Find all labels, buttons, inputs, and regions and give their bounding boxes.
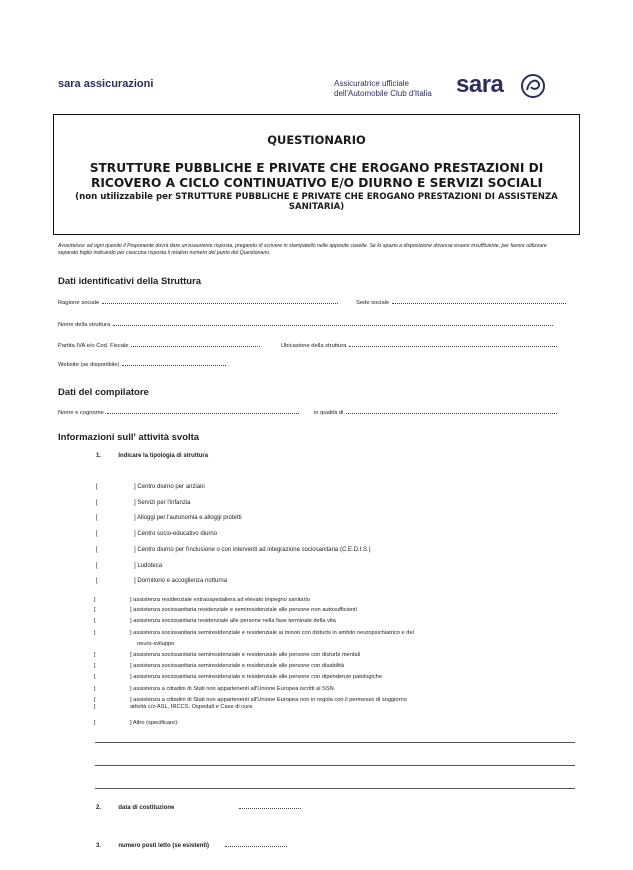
altro-label: Altro (specificare): [132,720,179,726]
option-label: attività c/o ASL, IRCCS, Ospedali e Case di cura [130,704,253,710]
posti-letto-input[interactable] [225,846,287,847]
option-label: assistenza sociosanitaria semiresidenziale e residenziale alle persone con disturbi mentali [133,652,361,658]
nome-cognome-input[interactable] [107,408,299,414]
ragione-sociale-field[interactable] [58,298,338,306]
question-2 [96,805,301,811]
option-label: assistenza sociosanitaria semiresidenziale e residenziale ai minori con disturbi in ambito neuropsichiatrico e del [133,630,414,636]
checkbox-option[interactable]: [ ] assistenza sociosanitaria semiresidenziale e residenziale alle persone con disabilità [94,663,345,669]
nome-cognome-field[interactable] [58,408,299,416]
question-2-number: 2. [96,805,102,811]
sede-sociale-field[interactable] [356,298,566,306]
section-title-struttura: Dati identificativi della Struttura [58,276,202,287]
option-continuation: neuro-sviluppo [137,641,175,647]
option-label: Servizi per l'infanzia [137,500,191,506]
checkbox-option[interactable]: [ attività c/o ASL, IRCCS, Ospedali e Case di cura [94,704,253,710]
option-label: assistenza residenziale extraospedaliera ad elevato impegno sanitario [133,597,310,603]
option-label: assistenza sociosanitaria residenziale e semiresidenziale alle persone non autosufficienti [133,607,357,613]
ragione-sociale-label: Ragione sociale [58,300,100,306]
sara-swirl-icon [519,72,547,100]
data-costituzione-input[interactable] [239,808,301,809]
tagline-line-2: dell'Automobile Club d'Italia [334,89,432,98]
altro-input-line[interactable] [95,788,575,789]
altro-input-line[interactable] [95,765,575,766]
checkbox-option[interactable]: [ ] Servizi per l'infanzia [96,500,191,506]
option-label: Ludoteca [137,563,163,569]
checkbox-option[interactable]: [ ] Ludoteca [96,563,163,569]
option-label: Dormitorio e accoglienza notturna [137,578,228,584]
checkbox-option[interactable]: [ ] assistenza a cittadini di Stati non appartenenti all'Unione Europea non in regola con il permesso di soggiorno [94,697,407,703]
ragione-sociale-input[interactable] [102,298,338,304]
ubicazione-label: Ubicazione della struttura [281,343,347,349]
qualita-label: in qualità di [314,410,344,416]
checkbox-option[interactable]: [ ] assistenza sociosanitaria residenziale alle persone nella fase terminale della vita [94,618,336,624]
option-label: assistenza a cittadini di Stati non appartenenti all'Unione Europea iscritti al SSN [133,686,334,692]
question-1-label: Indicare la tipologia di struttura [118,453,209,459]
nome-cognome-label: Nome e cognome [58,410,104,416]
warning-text: Avvertenza: ad ogni quesito il Proponente dovrà dare un'esauriente risposta, pregando di scrivere in stampatello nelle apposite caselle. Se lo spazio a disposizione dovesse essere insufficiente, per favore utilizzare separato foglio indicando per ciascuna risposta il relativo numero del punto del Questionario. [58,243,547,256]
website-label: Website (se disponibile) [58,362,120,368]
partita-iva-label: Partita IVA e/o Cod. Fiscale [58,343,129,349]
qualita-input[interactable] [346,408,557,414]
ubicazione-input[interactable] [349,341,557,347]
ubicazione-field[interactable] [281,341,557,349]
option-label: Centro diurno per anziani [137,484,205,490]
checkbox-option-altro[interactable]: [ ] Altro (specificare): [94,720,179,726]
sede-sociale-input[interactable] [392,298,566,304]
question-3-label: numero posti letto (se esistenti) [118,843,210,849]
sede-sociale-label: Sede sociale [356,300,390,306]
checkbox-option[interactable]: [ ] Alloggi per l'autonomia e alloggi protetti [96,515,242,521]
question-1 [96,453,208,459]
checkbox-option[interactable]: [ ] Dormitorio e accoglienza notturna [96,578,228,584]
partita-iva-input[interactable] [131,341,260,347]
checkbox-option[interactable]: [ ] assistenza sociosanitaria semiresidenziale e residenziale alle persone con disturbi mentali [94,652,361,658]
checkbox-option[interactable]: [ ] assistenza sociosanitaria semiresidenziale e residenziale alle persone con dipendenze patologiche [94,674,382,680]
brand-left-logo: sara assicurazioni [58,78,154,90]
brand-tagline [334,79,464,99]
option-label: assistenza sociosanitaria semiresidenziale e residenziale alle persone con disabilità [133,663,345,669]
qualita-field[interactable] [314,408,557,416]
section-title-attivita: Informazioni sull' attività svolta [58,432,200,443]
nome-struttura-input[interactable] [113,320,553,326]
checkbox-option[interactable]: [ ] assistenza sociosanitaria residenziale e semiresidenziale alle persone non autosufficienti [94,607,357,613]
checkbox-option[interactable]: [ ] Centro diurno per l'inclusione o con interventi ad integrazione sociosanitaria (C.E.D.I.S.) [96,547,371,553]
option-label: assistenza a cittadini di Stati non appartenenti all'Unione Europea non in regola con il permesso di soggiorno [133,697,407,703]
question-3 [96,843,287,849]
altro-input-line[interactable] [95,742,575,743]
logo-word: sara [456,71,504,98]
question-1-number: 1. [96,453,102,459]
tagline-line-1: Assicuratrice ufficiale [334,79,409,88]
website-field[interactable] [58,360,226,368]
checkbox-option[interactable]: [ ] Centro socio-educativo diurno [96,531,218,537]
partita-iva-field[interactable] [58,341,260,349]
checkbox-option[interactable]: [ ] assistenza sociosanitaria semiresidenziale e residenziale ai minori con disturbi in ambito neuropsichiatrico e del [94,630,414,636]
option-label: Centro diurno per l'inclusione o con interventi ad integrazione sociosanitaria (C.E.D.I.S.) [137,547,371,553]
checkbox-option[interactable]: [ ] assistenza a cittadini di Stati non appartenenti all'Unione Europea iscritti al SSN [94,686,334,692]
section-title-compilatore: Dati del compilatore [58,387,149,398]
website-input[interactable] [122,360,226,366]
question-2-label: data di costituzione [118,805,175,811]
sara-logo [456,71,556,101]
option-label: Alloggi per l'autonomia e alloggi protetti [137,515,242,521]
document-note: (non utilizzabile per STRUTTURE PUBBLICHE E PRIVATE CHE EROGANO PRESTAZIONI DI ASSISTENZA SANITARIA) [75,192,558,212]
document-title: QUESTIONARIO [267,133,366,147]
option-label: assistenza sociosanitaria residenziale alle persone nella fase terminale della vita [133,618,336,624]
checkbox-option[interactable]: [ ] Centro diurno per anziani [96,484,205,490]
option-label: Centro socio-educativo diurno [137,531,218,537]
document-subtitle: STRUTTURE PUBBLICHE E PRIVATE CHE EROGANO PRESTAZIONI DI RICOVERO A CICLO CONTINUATIVO E/O DIURNO E SERVIZI SOCIALI [89,161,544,190]
title-box [53,114,580,235]
nome-struttura-label: Nome della struttura [58,322,111,328]
nome-struttura-field[interactable] [58,320,553,328]
checkbox-option[interactable]: [ ] assistenza residenziale extraospedaliera ad elevato impegno sanitario [94,597,310,603]
option-label: assistenza sociosanitaria semiresidenziale e residenziale alle persone con dipendenze patologiche [133,674,382,680]
question-3-number: 3. [96,843,102,849]
